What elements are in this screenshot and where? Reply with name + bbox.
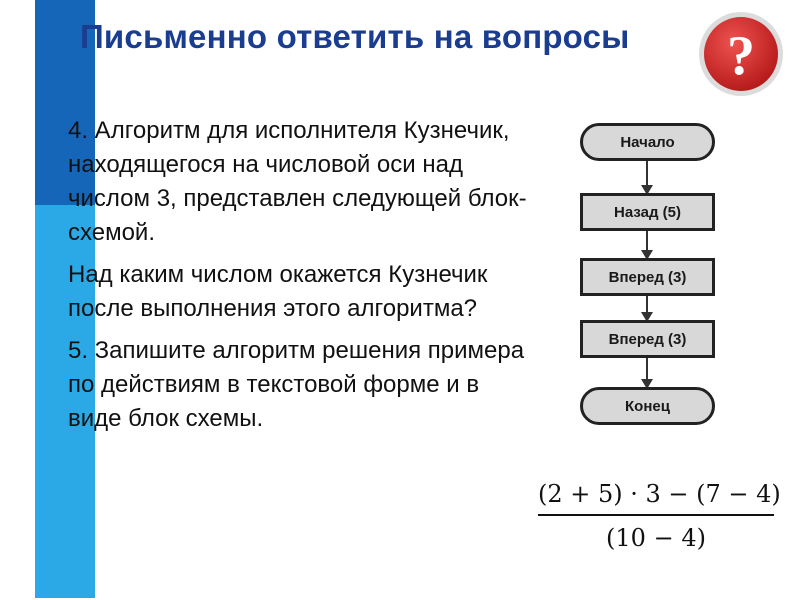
flowchart-arrow [646,161,648,193]
formula-denominator: (10 − 4) [606,524,706,552]
flowchart-start: Начало [580,123,715,161]
flowchart-end: Конец [580,387,715,425]
formula-numerator: (2 + 5) · 3 − (7 − 4) [538,480,781,508]
slide-title: Письменно ответить на вопросы [80,18,630,55]
question-mark-icon [697,10,785,98]
question-mark-glyph: ? [727,25,755,87]
flowchart-arrow [646,358,648,387]
flowchart-step-forward-1: Вперед (3) [580,258,715,296]
flowchart-arrow [646,296,648,320]
flowchart [560,115,760,435]
math-expression [538,480,781,552]
question-text [68,114,538,444]
flowchart-arrow [646,231,648,258]
flowchart-step-back: Назад (5) [580,193,715,231]
question-5-text: 5. Запишите алгоритм решения примера по действиям в текстовой форме и в виде блок схемы. [68,337,525,432]
question-4-text: 4. Алгоритм для исполнителя Кузнечик, находящегося на числовой оси над числом 3, представлен следующей блок-схемой. [68,117,527,246]
fraction-bar [538,514,774,516]
flowchart-step-forward-2: Вперед (3) [580,320,715,358]
question-4-prompt: Над каким числом окажется Кузнечик после выполнения этого алгоритма? [68,261,488,322]
